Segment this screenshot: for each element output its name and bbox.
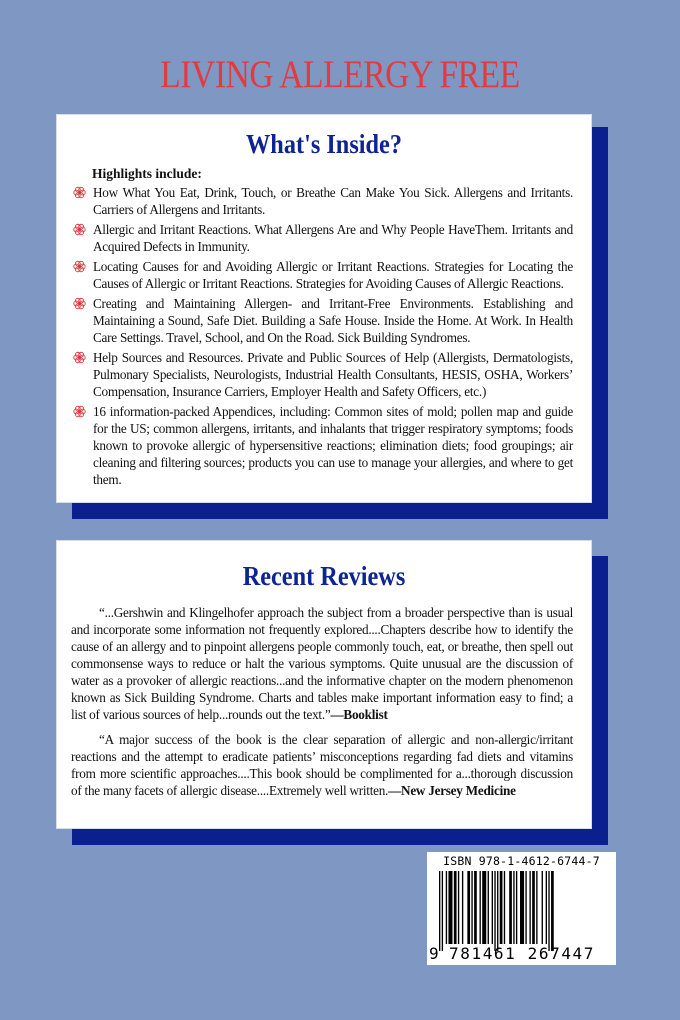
recent-reviews-panel [56, 540, 592, 829]
highlight-text: Allergic and Irritant Reactions. What Allergens Are and Why People HaveThem. Irritants and Acquired Defects in Immunity. [93, 222, 573, 254]
isbn-label: ISBN 978-1-4612-6744-7 [443, 854, 600, 868]
highlight-item [73, 349, 573, 400]
whats-inside-panel [56, 114, 592, 503]
flower-icon [73, 223, 86, 236]
book-title: LIVING ALLERGY FREE [160, 53, 520, 96]
whats-inside-heading: What's Inside? [246, 129, 402, 159]
review-quote [71, 731, 573, 799]
review-source: —New Jersey Medicine [388, 783, 516, 798]
highlight-text: Help Sources and Resources. Private and Public Sources of Help (Allergists, Dermatologists, Pulmonary Specialists, Neurologists, Industrial Health Consultants, HESIS, OSHA, Workers’ Compensation, Insurance Carriers, Employer Health and Safety Officers, etc.) [93, 350, 573, 399]
review-text: “A major success of the book is the clear separation of allergic and non-allergic/irritant reactions and the attempt to eradicate patients’ misconceptions regarding fad diets and vitamins from more scientific approaches....This book should be complimented for a...thorough discussion of the many facets of allergic disease....Extremely well written. [71, 732, 573, 798]
highlight-text: 16 information-packed Appendices, including: Common sites of mold; pollen map and guide for the US; common allergens, irritants, and inhalants that trigger respiratory symptoms; foods known to provoke allergic of hypersensitive reactions; elimination diets; food groupings; air cleaning and filtering sources; products you can use to manage your allergies, and where to get them. [93, 404, 573, 487]
flower-icon [73, 351, 86, 364]
highlight-text: Locating Causes for and Avoiding Allergic or Irritant Reactions. Strategies for Locating the Causes of Allergic or Irritant Reactions. Strategies for Avoiding Causes of Allergic Reactions. [93, 259, 573, 291]
recent-reviews-heading: Recent Reviews [242, 561, 406, 591]
highlights-label: Highlights include: [92, 166, 202, 181]
highlight-item [73, 403, 573, 488]
highlight-item [73, 295, 573, 346]
ean-remaining-digits: 781461 267447 [449, 944, 596, 963]
isbn-barcode [427, 852, 616, 965]
highlights-list [57, 184, 591, 488]
review-text: “...Gershwin and Klingelhofer approach the subject from a broader perspective than is usual and incorporate some information not frequently explored....Chapters describe how to identify the cause of an allergy and to pinpoint allergens people commonly touch, eat, or breathe, then spell out commonsense ways to reduce or halt the various symptoms. Quite unusual are the discussion of water as a provoker of allergic reactions...and the informative chapter on the modern phenomenon known as Sick Building Syndrome. Charts and tables make important information easy to find; a list of various sources of help...rounds out the text.” [71, 605, 573, 722]
review-source: —Booklist [330, 707, 388, 722]
flower-icon [73, 297, 86, 310]
ean-first-digit: 9 [429, 944, 439, 963]
flower-icon [73, 405, 86, 418]
flower-icon [73, 260, 86, 273]
review-quote [71, 604, 573, 723]
flower-icon [73, 186, 86, 199]
highlight-text: Creating and Maintaining Allergen- and Irritant-Free Environments. Establishing and Maintaining a Sound, Safe Diet. Building a Safe House. Inside the Home. At Work. In Health Care Settings. Travel, School, and On the Road. Sick Building Syndromes. [93, 296, 573, 345]
highlight-item [73, 184, 573, 218]
highlight-item [73, 221, 573, 255]
highlight-item [73, 258, 573, 292]
highlight-text: How What You Eat, Drink, Touch, or Breathe Can Make You Sick. Allergens and Irritants. Carriers of Allergens and Irritants. [93, 185, 573, 217]
reviews-body [57, 604, 591, 799]
